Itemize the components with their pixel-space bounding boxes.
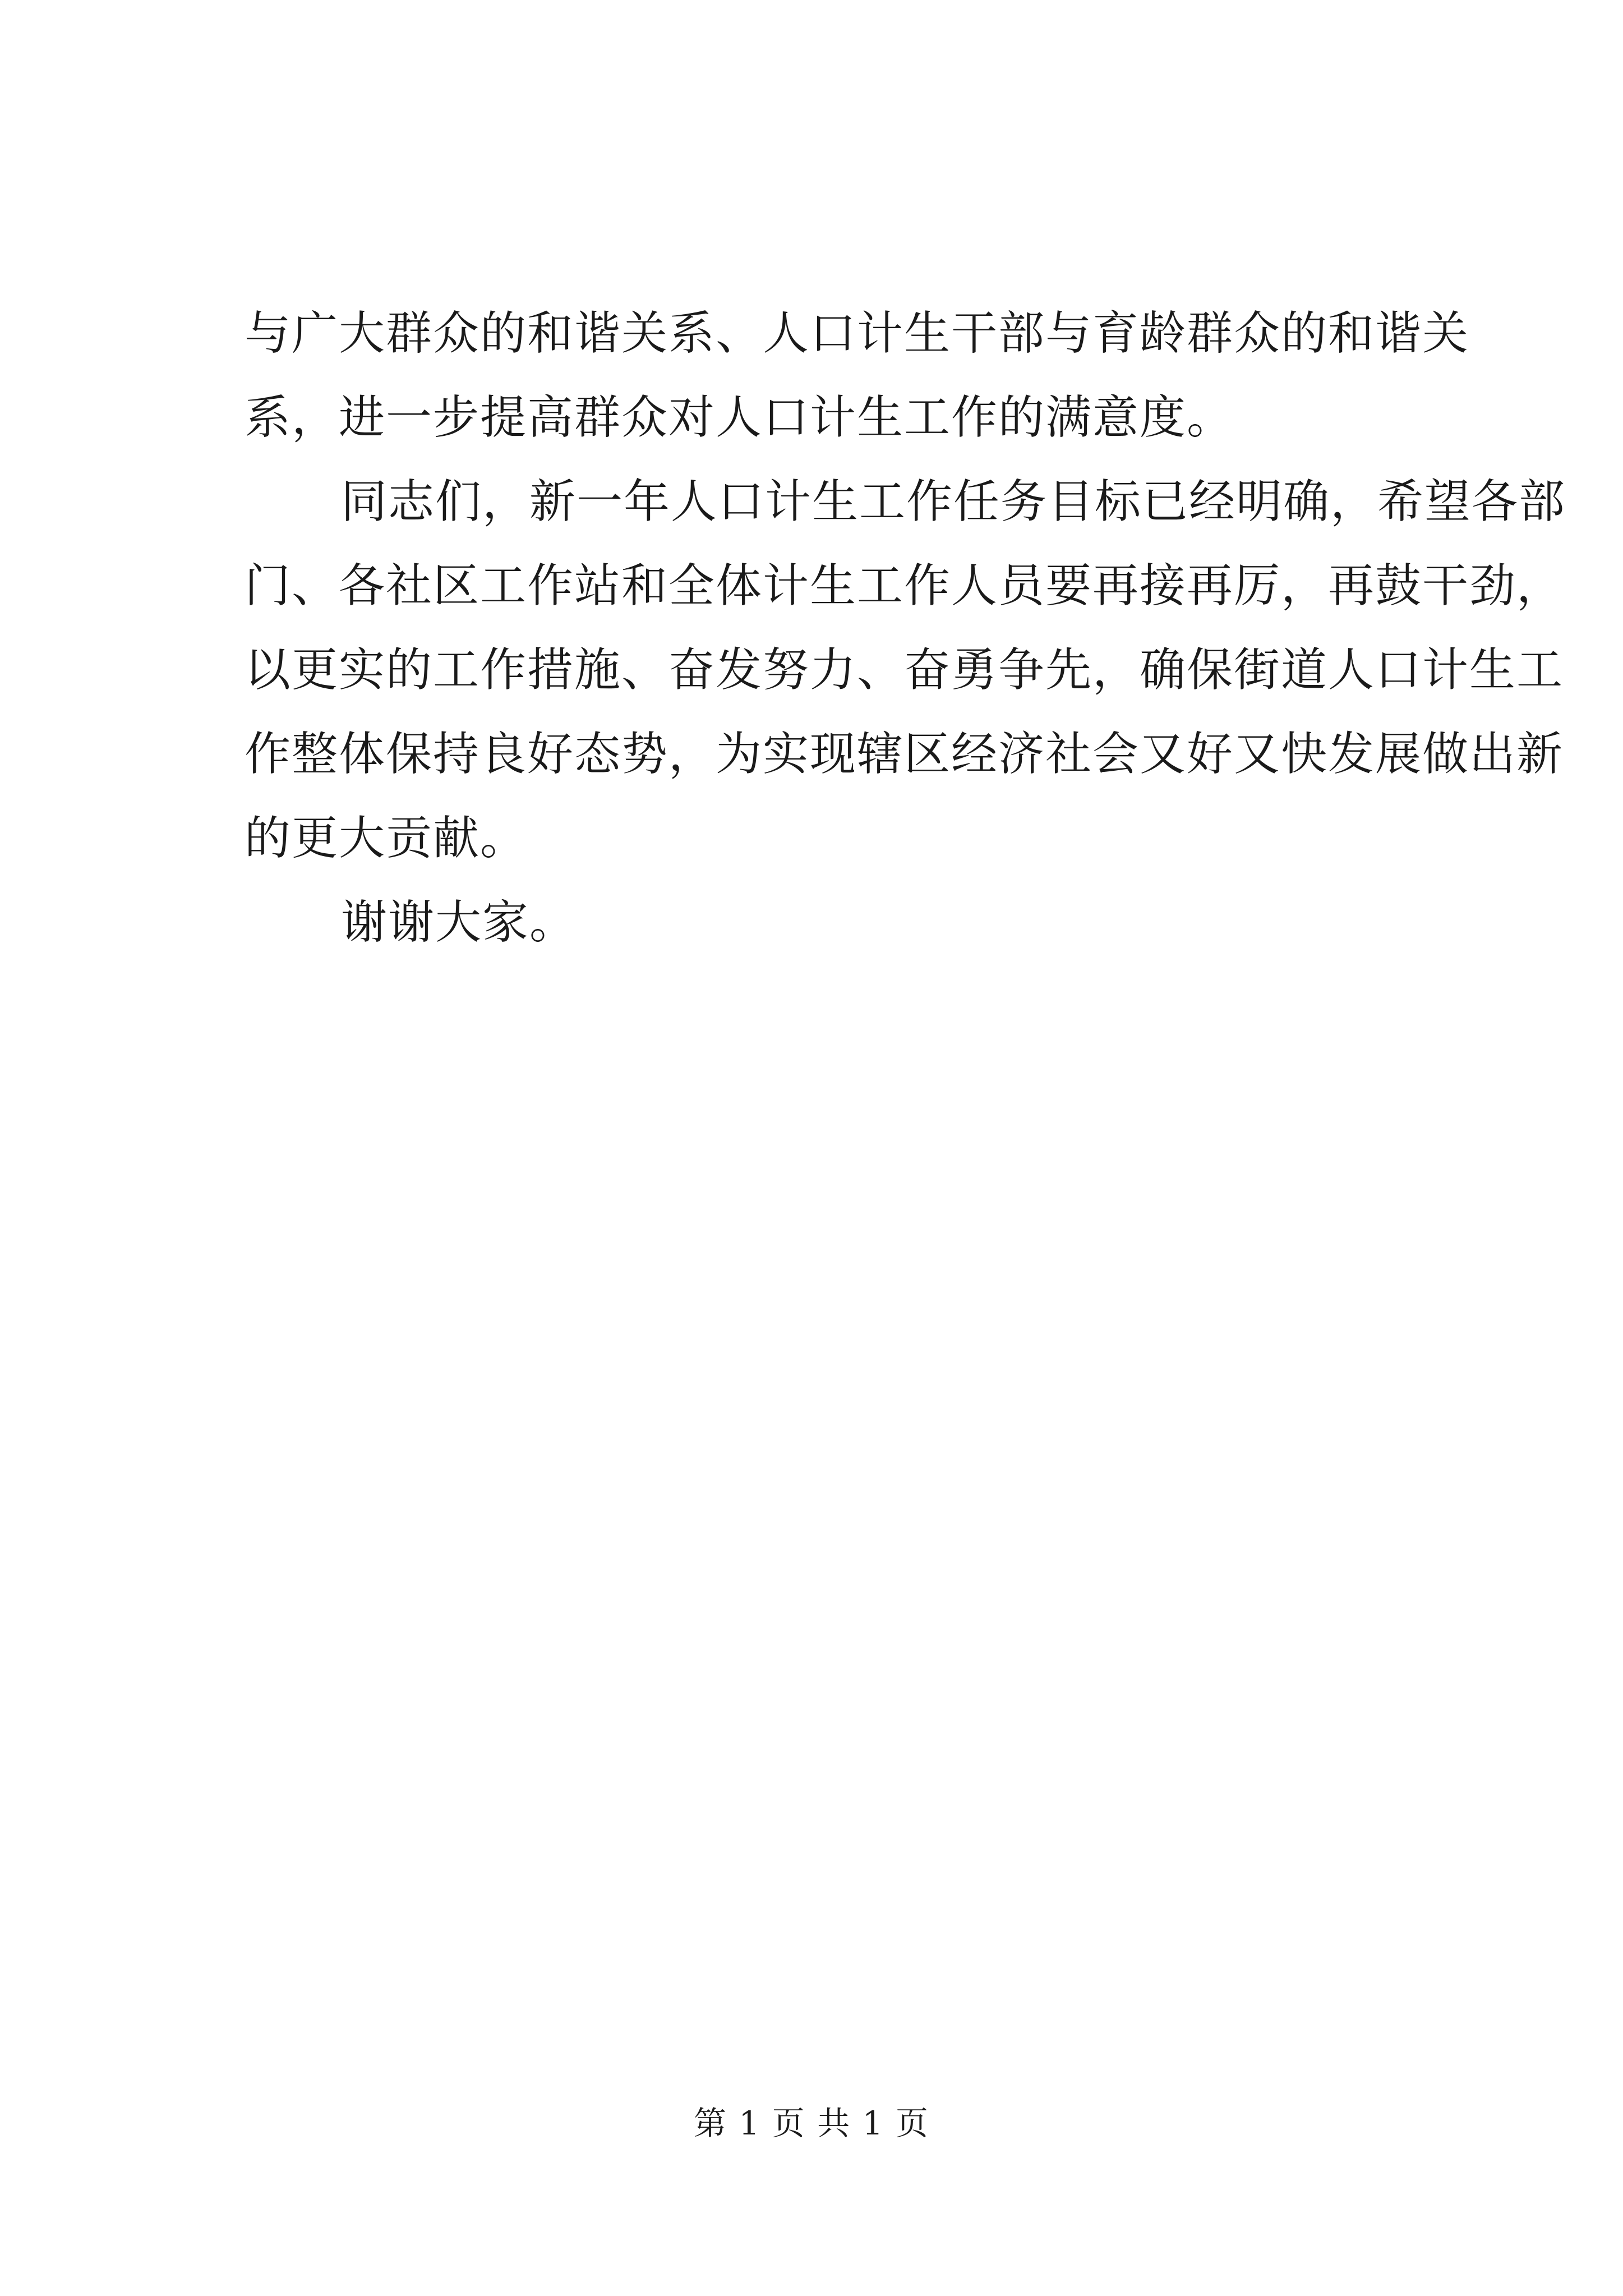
closing-line: 谢谢大家。 (341, 896, 577, 949)
document-body (245, 292, 1566, 965)
paragraph-line: 作整体保持良好态势，为实现辖区经济社会又好又快发展做出新 (245, 728, 1564, 781)
paragraph-line: 系，进一步提高群众对人口计生工作的满意度。 (245, 391, 1234, 444)
paragraph-line: 的更大贡献。 (245, 812, 528, 865)
paragraph-line: 同志们，新一年人口计生工作任务目标已经明确，希望各部 (341, 475, 1566, 528)
paragraph-line: 与广大群众的和谐关系、人口计生干部与育龄群众的和谐关 (245, 307, 1470, 360)
paragraph-line: 门、各社区工作站和全体计生工作人员要再接再厉，再鼓干劲， (245, 559, 1564, 613)
page-number-footer: 第 1 页 共 1 页 (694, 2104, 929, 2142)
paragraph-line: 以更实的工作措施、奋发努力、奋勇争先，确保街道人口计生工 (245, 643, 1564, 697)
